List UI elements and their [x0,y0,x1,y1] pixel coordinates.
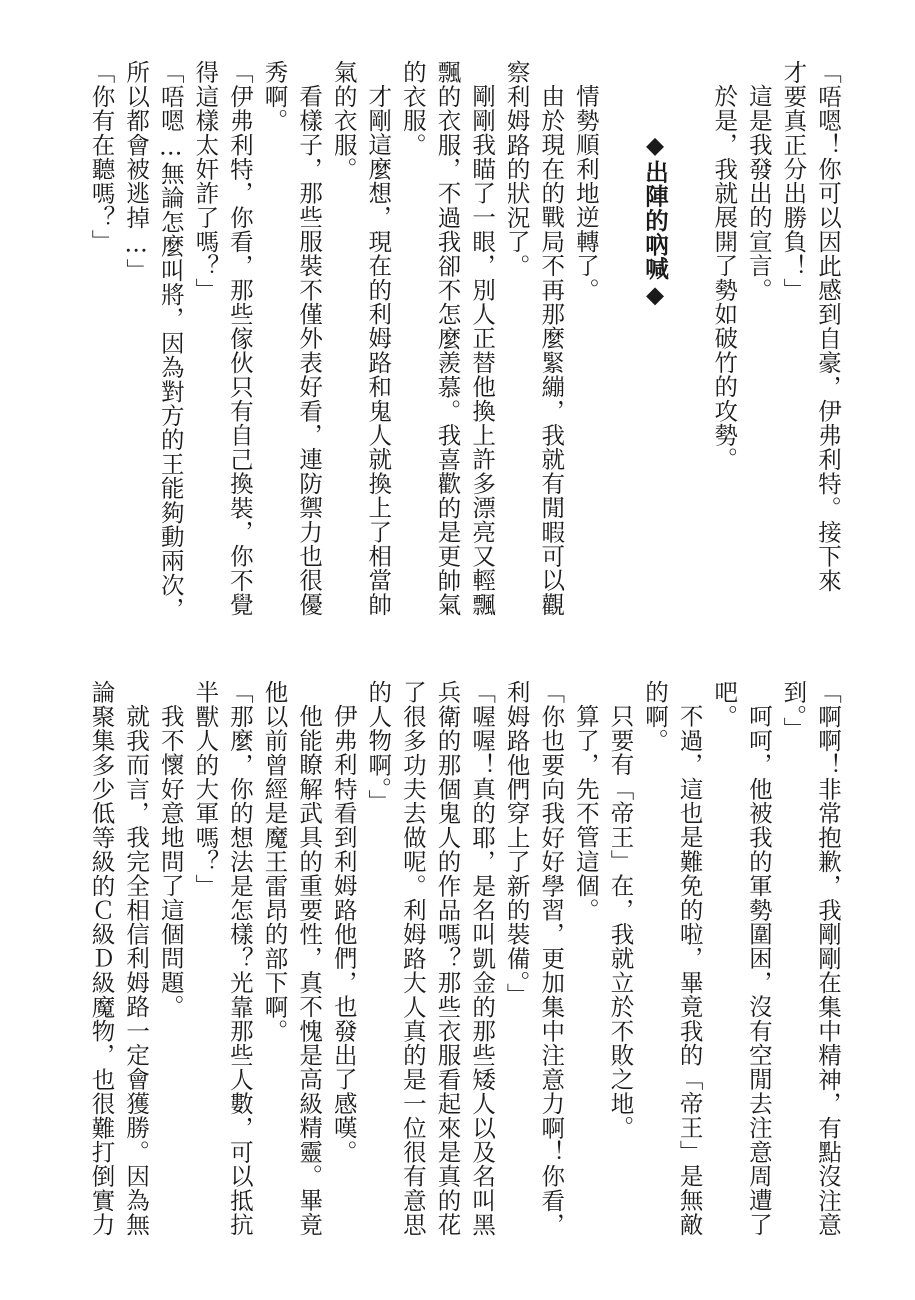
chapter-heading: ◆出陣的吶喊◆ [641,130,670,309]
blank-line [603,60,638,635]
text-line: 不過，這也是難免的啦，畢竟我的「帝王」是無敵 [675,703,704,1236]
text-line: 論聚集多少低等級的Ｃ級Ｄ級魔物，也很難打倒實力 [87,680,116,1237]
text-line: 他能瞭解武具的重要性，真不愧是高級精靈。畢竟 [295,703,324,1236]
text-line: 到。」 [779,680,808,741]
text-line: 剛剛我瞄了一眼，別人正替他換上許多漂亮又輕飄 [468,83,497,616]
text-line: 得這樣太奸詐了嗎？」 [191,60,220,302]
text-line: 他以前曾經是魔王雷昂的部下啊。 [260,680,289,1043]
blank-line [672,60,707,635]
top-lines-before-heading [707,60,845,635]
bottom-lines [84,680,845,1255]
text-line: 的衣服。 [398,60,427,157]
text-line: 「唔嗯…無論怎麼叫將，因為對方的王能夠動兩次， [156,60,185,622]
text-line: 「喔喔！真的耶，是名叫凱金的那些矮人以及名叫黑 [468,680,497,1237]
text-line: 氣的衣服。 [329,60,358,181]
text-line: 只要有「帝王」在，我就立於不敗之地。 [606,703,635,1140]
text-line: 的啊。 [641,680,670,753]
text-line: 呵呵，他被我的軍勢圍困，沒有空閒去注意周遭了 [744,703,773,1236]
text-line: 半獸人的大軍嗎？」 [191,680,220,898]
text-line: 「伊弗利特，你看，那些傢伙只有自己換裝，你不覺 [225,60,254,617]
text-line: 才剛這麼想，現在的利姆路和鬼人就換上了相當帥 [364,83,393,616]
text-line: 情勢順利地逆轉了。 [571,83,600,302]
text-line: 「那麼，你的想法是怎樣？光靠那些人數，可以抵抗 [225,680,254,1237]
text-line: 這是我發出的宣言。 [744,83,773,302]
text-line: 利姆路他們穿上了新的裝備。」 [502,680,531,1008]
text-line: 「你有在聽嗎？」 [87,60,116,254]
text-line: 的人物啊。」 [364,680,393,814]
text-line: 於是，我就展開了勢如破竹的攻勢。 [710,83,739,471]
top-lines-after-heading [84,60,603,635]
text-line: 察利姆路的狀況了。 [502,60,531,278]
text-line: 看樣子，那些服裝不僅外表好看，連防禦力也很優 [295,83,324,616]
text-line: 吧。 [710,680,739,729]
text-line: 飄的衣服，不過我卻不怎麼羨慕。我喜歡的是更帥氣 [433,60,462,617]
text-line: 由於現在的戰局不再那麼緊繃，我就有閒暇可以觀 [537,83,566,616]
text-line: 所以都會被逃掉…」 [122,60,151,283]
text-line: 了很多功夫去做呢。利姆路大人真的是一位很有意思 [398,680,427,1237]
bottom-text-block [45,680,845,1255]
text-line: 兵衛的那個鬼人的作品嗎？那些衣服看起來是真的花 [433,680,462,1237]
text-line: 秀啊。 [260,60,289,133]
text-line: 算了，先不管這個。 [571,703,600,922]
text-line: 才要真正分出勝負！」 [779,60,808,302]
text-line: 我不懷好意地問了這個問題。 [156,703,185,1019]
top-text-block [55,60,845,635]
text-line: 「你也要向我好好學習，更加集中注意力啊！你看， [537,680,566,1237]
text-line: 伊弗利特看到利姆路他們，也發出了感嘆。 [329,703,358,1164]
text-line: 「啊啊！非常抱歉，我剛剛在集中精神，有點沒注意 [814,680,842,1237]
text-line: 「唔嗯！你可以因此感到自豪，伊弗利特。接下來 [814,60,842,593]
text-line: 就我而言，我完全相信利姆路一定會獲勝。因為無 [122,703,151,1236]
